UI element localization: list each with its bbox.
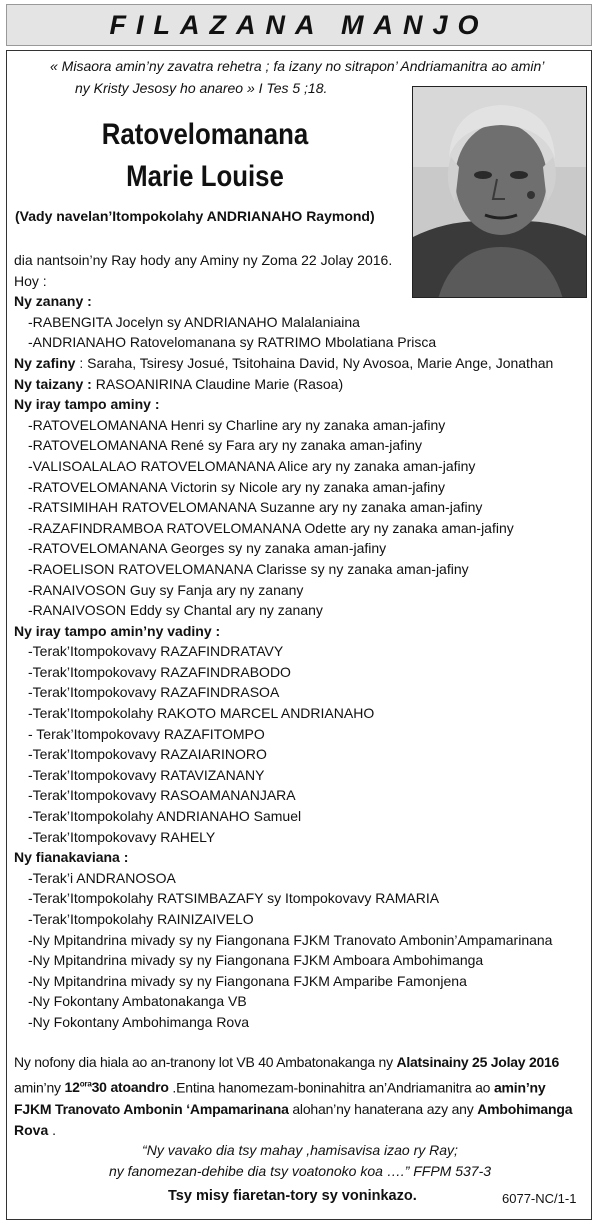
list-item: -Terak’i ANDRANOSOA (28, 869, 176, 886)
funeral-date: Alatsinainy 25 Jolay 2016 (396, 1054, 560, 1070)
notice-banner (6, 4, 592, 46)
list-item: -RAOELISON RATOVELOMANANA Clarisse sy ny zanaka aman-jafiny (28, 560, 469, 577)
children-heading: Ny zanany : (14, 293, 92, 310)
list-item: -Terak’Itompokolahy RAKOTO MARCEL ANDRIANAHO (28, 705, 375, 722)
list-item: -RANAIVOSON Guy sy Fanja ary ny zanany (28, 581, 304, 598)
funeral-text: alohan’ny hanaterana azy any (288, 1100, 478, 1117)
list-item: -Terak’Itompokovavy RAZAFINDRATAVY (28, 643, 284, 660)
list-item: -Ny Fokontany Ambohimanga Rova (28, 1013, 249, 1030)
list-item: -RAZAFINDRAMBOA RATOVELOMANANA Odette ary ny zanaka aman-jafiny (28, 519, 514, 536)
list-item: -Ny Mpitandrina mivady sy ny Fiangonana FJKM Amparibe Famonjena (28, 972, 467, 989)
list-item: -Ny Fokontany Ambatonakanga VB (28, 993, 247, 1010)
funeral-line-3 (14, 1099, 586, 1121)
list-item: -Terak’Itompokolahy RAINIZAIVELO (28, 911, 254, 927)
quote-line-2: ny fanomezan-dehibe dia tsy voatonoko koa ….” FFPM 537-3 (108, 1163, 492, 1179)
list-item: -Terak’Itompokovavy RAZAFINDRASOA (28, 684, 280, 701)
funeral-text: .Entina hanomezam-boninahitra an’Andriamanitra ao (168, 1079, 494, 1096)
funeral-text: amin’ny (14, 1079, 65, 1096)
spouse-siblings-heading: Ny iray tampo amin’ny vadiny : (14, 622, 221, 639)
funeral-minutes: 30 atoandro (91, 1079, 169, 1096)
list-item: -Terak’Itompokovavy RATAVIZANANY (28, 766, 265, 783)
funeral-text-bold: amin’ny (493, 1079, 546, 1096)
bible-verse-line-1: « Misaora amin’ny zavatra rehetra ; fa izany no sitrapon’ Andriamanitra ao amin’ (50, 58, 545, 74)
spouse-line: (Vady navelan’Itompokolahy ANDRIANAHO Raymond) (15, 208, 375, 224)
funeral-details (14, 1052, 586, 1142)
list-item: -ANDRIANAHO Ratovelomanana sy RATRIMO Mbolatiana Prisca (28, 334, 437, 351)
funeral-line-4 (14, 1120, 586, 1142)
funeral-time (65, 1079, 169, 1095)
list-item: -Ny Mpitandrina mivady sy ny Fiangonana FJKM Tranovato Ambonin’Ampamarinana (28, 931, 553, 948)
grandchildren-line (14, 353, 589, 374)
deceased-given-names: Marie Louise (126, 160, 284, 193)
footer-note: Tsy misy fiaretan-tory sy voninkazo. (168, 1188, 417, 1204)
list-item: -RATOVELOMANANA Henri sy Charline ary ny zanaka aman-jafiny (28, 416, 446, 433)
list-item: -RABENGITA Jocelyn sy ANDRIANAHO Malalaniaina (28, 313, 360, 330)
list-item: -Terak’Itompokovavy RAZAFINDRABODO (28, 663, 291, 680)
list-item: - Terak’Itompokovavy RAZAFITOMPO (28, 725, 265, 742)
funeral-text: . (48, 1122, 57, 1139)
funeral-place: Rova (14, 1122, 49, 1139)
funeral-church: FJKM Tranovato Ambonin ‘Ampamarinana (14, 1100, 289, 1117)
grandchildren-heading: Ny zafiny (14, 354, 76, 371)
list-item: -Terak’Itompokolahy RATSIMBAZAFY sy Itompokovavy RAMARIA (28, 890, 440, 907)
foster-child-text: RASOANIRINA Claudine Marie (Rasoa) (91, 375, 344, 392)
notice-title: FILAZANA MANJO (109, 9, 489, 40)
list-item: -Terak’Itompokovavy RAZAIARINORO (28, 746, 267, 763)
family-heading: Ny fianakaviana : (14, 849, 129, 866)
list-item: -Terak’Itompokolahy ANDRIANAHO Samuel (28, 808, 302, 825)
bible-verse-line-2: ny Kristy Jesosy ho anareo » I Tes 5 ;18. (75, 80, 328, 96)
list-item: -Ny Mpitandrina mivady sy ny Fiangonana FJKM Amboara Ambohimanga (28, 952, 484, 969)
closing-hymn-quote (0, 1140, 600, 1182)
list-item: -RATOVELOMANANA René sy Fara ary ny zanaka aman-jafiny (28, 437, 422, 454)
funeral-ora: ora (79, 1079, 92, 1089)
funeral-place: Ambohimanga (477, 1100, 573, 1117)
list-item: -RATSIMIHAH RATOVELOMANANA Suzanne ary ny zanaka aman-jafiny (28, 499, 483, 516)
funeral-hour: 12 (64, 1079, 80, 1096)
deceased-surname: Ratovelomanana (101, 118, 309, 151)
family-list (14, 250, 589, 1033)
foster-child-heading: Ny taizany : (14, 375, 92, 392)
list-item: -RATOVELOMANANA Georges sy ny zanaka aman-jafiny (28, 540, 387, 557)
funeral-line-2 (14, 1074, 586, 1099)
list-item: -VALISOALALAO RATOVELOMANANA Alice ary ny zanaka aman-jafiny (28, 457, 476, 474)
announcement-text: dia nantsoin’ny Ray hody any Aminy ny Zoma 22 Jolay 2016. (14, 252, 393, 268)
funeral-line-1 (14, 1052, 586, 1074)
foster-child-line (14, 374, 589, 395)
list-item: -RATOVELOMANANA Victorin sy Nicole ary ny zanaka aman-jafiny (28, 478, 446, 495)
list-item: -Terak’Itompokovavy RASOAMANANJARA (28, 787, 296, 804)
quote-line-1: “Ny vavako dia tsy mahay ,hamisavisa izao ry Ray; (142, 1142, 458, 1158)
hoy-label: Hoy : (14, 272, 47, 289)
funeral-text: Ny nofony dia hiala ao an-tranony lot VB 40 Ambatonakanga ny (14, 1054, 397, 1070)
list-item: -Terak’Itompokovavy RAHELY (28, 828, 216, 845)
grandchildren-text: : Saraha, Tsiresy Josué, Tsitohaina David, Ny Avosoa, Marie Ange, Jonathan (75, 354, 554, 371)
siblings-heading: Ny iray tampo aminy : (14, 396, 160, 413)
list-item: -RANAIVOSON Eddy sy Chantal ary ny zanany (28, 602, 323, 619)
reference-code: 6077-NC/1-1 (502, 1191, 577, 1206)
